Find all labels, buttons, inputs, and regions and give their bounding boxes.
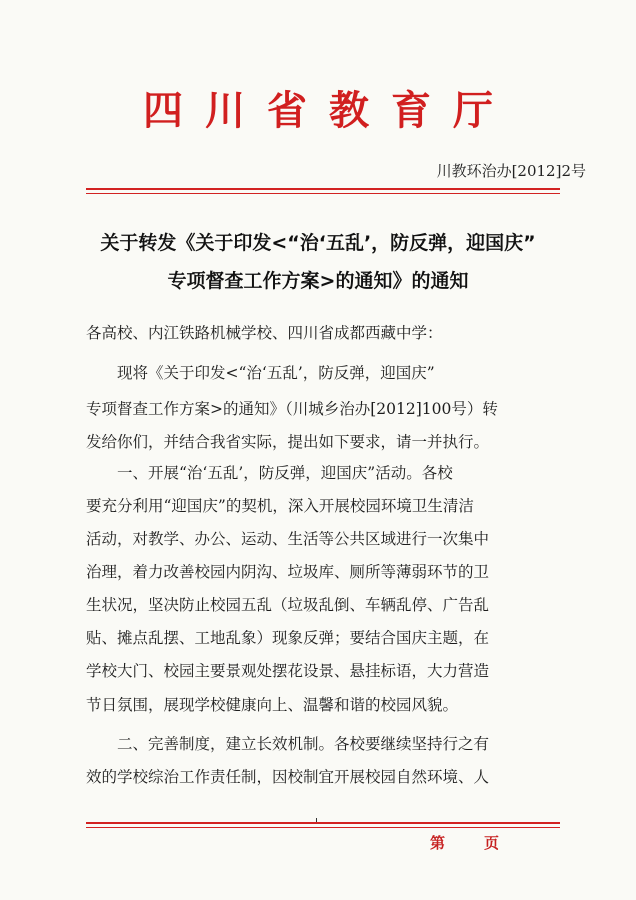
body-line: 各高校、内江铁路机械学校、四川省成都西藏中学： — [86, 324, 443, 342]
footer-page-ye: 页 — [484, 834, 500, 852]
body-line: 一、开展“治‘五乱’，防反弹，迎国庆”活动。各校 — [86, 464, 453, 482]
body-line: 节日氛围，展现学校健康向上、温馨和谐的校园风貌。 — [86, 696, 459, 714]
body-line: 活动，对教学、办公、运动、生活等公共区域进行一次集中 — [86, 530, 490, 548]
header-red-rule — [86, 188, 560, 190]
body-line: 发给你们，并结合我省实际，提出如下要求，请一并执行。 — [86, 433, 490, 451]
document-title-line-2: 专项督查工作方案>的通知》的通知 — [167, 270, 469, 292]
body-line: 效的学校综治工作责任制，因校制宜开展校园自然环境、人 — [86, 768, 490, 786]
body-line: 要充分利用“迎国庆”的契机，深入开展校园环境卫生清洁 — [86, 497, 474, 515]
issuer-header: 四川省教育厅 — [143, 88, 515, 134]
footer-red-rule-thin — [86, 827, 560, 828]
body-line: 专项督查工作方案>的通知》（川城乡治办[2012]100号）转 — [86, 400, 498, 418]
body-line: 治理，着力改善校园内阴沟、垃圾库、厕所等薄弱环节的卫 — [86, 563, 490, 581]
header-red-rule-thin — [86, 193, 560, 194]
body-line: 现将《关于印发<“治‘五乱’，防反弹，迎国庆” — [86, 364, 435, 382]
document-title-line-1: 关于转发《关于印发<“治‘五乱’，防反弹，迎国庆” — [100, 232, 536, 254]
body-line: 二、完善制度，建立长效机制。各校要继续坚持行之有 — [86, 735, 490, 753]
body-line: 学校大门、校园主要景观处摆花设景、悬挂标语，大力营造 — [86, 662, 490, 680]
document-number: 川教环治办[2012]2号 — [436, 162, 586, 180]
footer-red-rule — [86, 822, 560, 824]
body-line: 贴、摊点乱摆、工地乱象）现象反弹；要结合国庆主题，在 — [86, 629, 490, 647]
body-line: 生状况，坚决防止校园五乱（垃圾乱倒、车辆乱停、广告乱 — [86, 596, 490, 614]
footer-page-di: 第 — [430, 834, 446, 852]
